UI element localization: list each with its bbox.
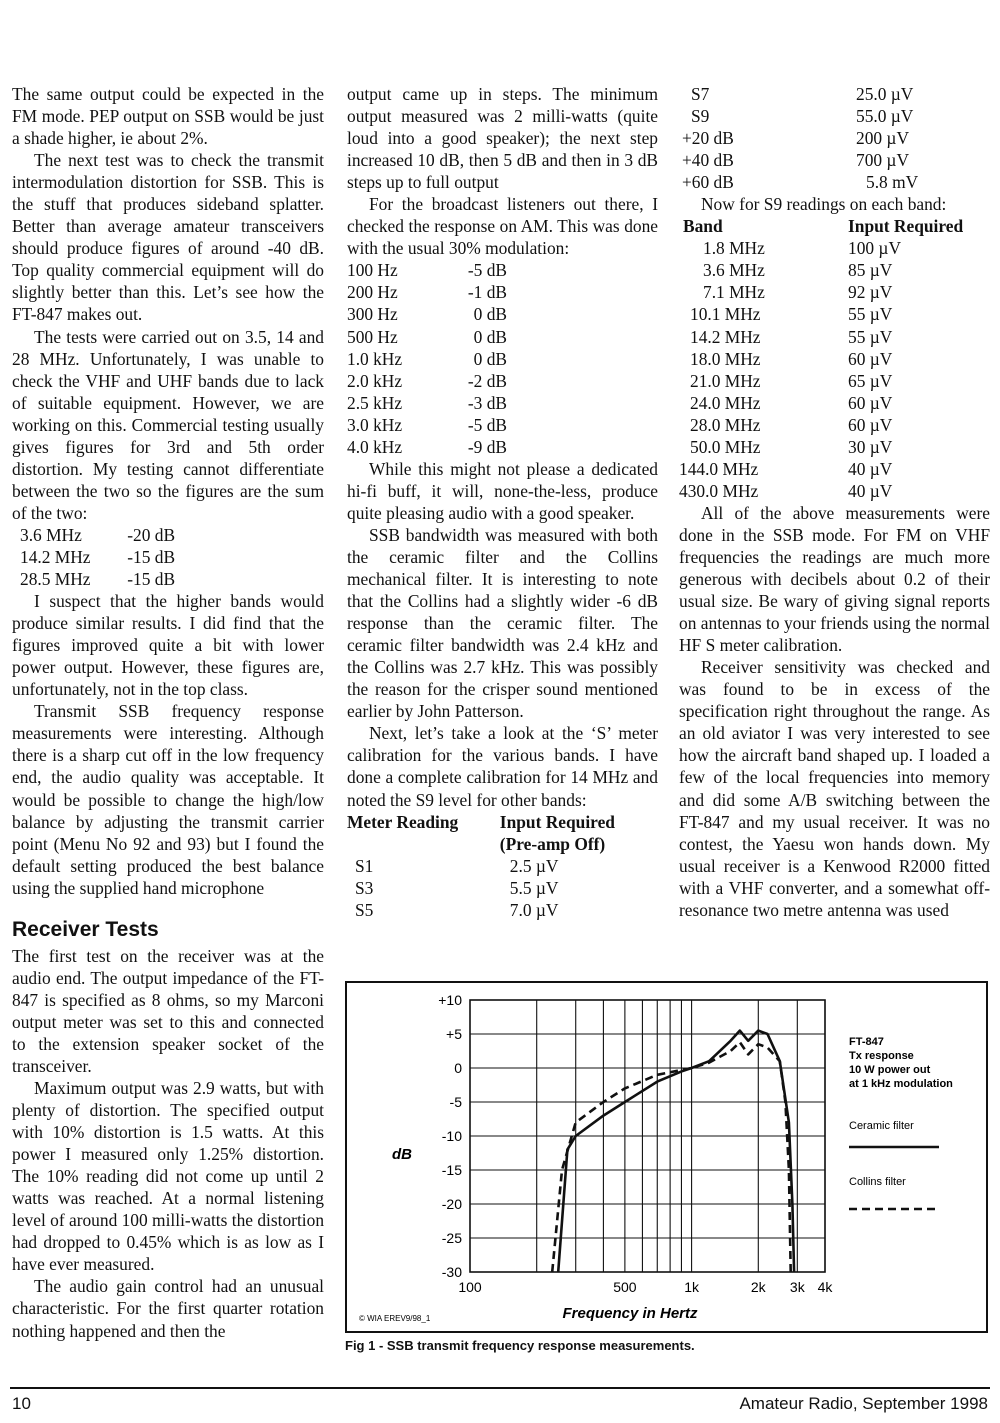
table-cell: 430.0 MHz — [679, 480, 759, 501]
table-row — [679, 303, 990, 325]
table-cell: -15 dB — [127, 569, 176, 590]
table-row — [679, 127, 990, 149]
s-meter-table — [347, 811, 658, 921]
table-cell: 60 µV — [848, 414, 893, 435]
figure-caption: Fig 1 - SSB transmit frequency response measurements. — [345, 1338, 695, 1353]
column-1 — [12, 83, 324, 1342]
table-cell: 100 µV — [848, 238, 902, 259]
table-cell: 2.5 kHz — [347, 392, 403, 413]
column-2 — [347, 83, 658, 921]
table-cell: 40 µV — [848, 480, 893, 501]
y-tick-label: 0 — [454, 1060, 462, 1076]
table-row — [679, 171, 990, 193]
x-tick-label: 3k — [789, 1279, 805, 1295]
legend-title-line: FT-847 — [849, 1036, 884, 1048]
paragraph: The audio gain control had an unusual characteristic. For the first quarter rotation nothing happened and then the — [12, 1276, 324, 1341]
table-cell: 60 µV — [848, 348, 893, 369]
paragraph: output came up in steps. The minimum output measured was 2 milli-watts (quite loud into a good speaker); the next step increased 10 dB, then 5 dB and then in 3 dB steps up to full output — [347, 84, 658, 193]
legend-entry-collins: Collins filter — [849, 1176, 906, 1188]
table-row — [347, 392, 507, 414]
table-row — [679, 370, 990, 392]
figure-frame — [345, 981, 988, 1333]
table-row — [20, 546, 200, 568]
table-row — [347, 348, 507, 370]
table-cell: 40 µV — [848, 458, 893, 479]
table-cell: 200 µV — [856, 128, 910, 149]
table-cell: 14.2 MHz — [690, 326, 761, 347]
table-row — [679, 480, 990, 502]
footer-rule — [10, 1387, 990, 1389]
table-cell: -3 dB — [467, 392, 507, 413]
frequency-response-chart — [347, 983, 986, 1331]
page-number: 10 — [12, 1394, 31, 1413]
table-row — [20, 524, 200, 546]
table-row — [679, 281, 990, 303]
table-row — [679, 326, 990, 348]
column-3 — [679, 83, 990, 921]
paragraph: The first test on the receiver was at the audio end. The output impedance of the FT-847 is specified as 8 ohms, so my Marconi output meter was set to this and connected to the extension speaker socket of the transceiver. — [12, 945, 324, 1076]
table-cell: 3.6 MHz — [20, 524, 82, 545]
table-cell: 24.0 MHz — [690, 392, 761, 413]
table-cell: +20 dB — [682, 128, 734, 149]
paragraph: I suspect that the higher bands would produce similar results. I did find that the figures improved quite a bit with lower power output. However, these figures are, unfortunately, not in the top class. — [12, 591, 324, 700]
paragraph: Next, let’s take a look at the ‘S’ meter calibration for the various bands. I have done a complete calibration for 14 MHz and noted the S9 level for other bands: — [347, 723, 658, 810]
table-cell: 2.0 kHz — [347, 370, 403, 391]
table-cell: S9 — [691, 106, 710, 127]
x-axis-ticks — [458, 1279, 833, 1295]
table-cell: 14.2 MHz — [20, 546, 91, 567]
table-row — [679, 414, 990, 436]
section-heading: Receiver Tests — [12, 917, 159, 941]
table-cell: -5 dB — [467, 260, 507, 281]
table-row — [347, 281, 507, 303]
legend-title-line: Tx response — [849, 1050, 914, 1062]
y-tick-label: +5 — [446, 1026, 462, 1042]
table-cell: 28.5 MHz — [20, 569, 91, 590]
table-cell: 7.0 µV — [509, 899, 559, 920]
table-row — [679, 392, 990, 414]
paragraph: SSB bandwidth was measured with both the ceramic filter and the Collins mechanical filter. It is interesting to note that the Collins had a slightly wider -6 dB response than the ceramic filter. The ceramic filter bandwidth was 2.4 kHz and the Collins was 2.7 kHz. This was possibly the reason for the crisper sound mentioned earlier by John Patterson. — [347, 524, 658, 722]
table-cell: 2.5 µV — [509, 855, 559, 876]
s-meter-table-continued — [679, 83, 990, 193]
table-cell: 1.8 MHz — [703, 238, 765, 259]
publication-footer: Amateur Radio, September 1998 — [739, 1394, 988, 1413]
y-tick-label: -5 — [449, 1094, 462, 1110]
legend-title-line: 10 W power out — [849, 1064, 931, 1076]
band-sensitivity-table — [679, 215, 990, 502]
table-cell: -15 dB — [127, 546, 176, 567]
table-cell: 55.0 µV — [856, 106, 914, 127]
table-cell: 200 Hz — [347, 282, 398, 303]
table-cell: -9 dB — [467, 436, 507, 457]
table-row — [347, 414, 507, 436]
table-cell: 3.0 kHz — [347, 414, 403, 435]
x-tick-label: 4k — [817, 1279, 833, 1295]
table-row — [679, 237, 990, 259]
paragraph: The next test was to check the transmit intermodulation distortion for SSB. This is the stuff that produces sideband splatter. Better than average amateur transceivers should produce figures of around -40 dB. Top quality commercial equipment will do slightly better than this. Let’s see how the FT-847 makes out. — [12, 150, 324, 325]
table-row — [347, 370, 507, 392]
y-tick-label: -10 — [441, 1128, 462, 1144]
table-cell: 0 dB — [473, 304, 507, 325]
table-cell: +60 dB — [682, 172, 734, 193]
table-row — [679, 348, 990, 370]
table-row — [20, 568, 200, 590]
table-cell: 55 µV — [848, 304, 893, 325]
table-row — [347, 877, 658, 899]
table-header-row — [679, 215, 990, 237]
table-row — [347, 855, 658, 877]
table-row — [347, 303, 507, 325]
paragraph: The same output could be expected in the FM mode. PEP output on SSB would be just a shade higher, ie about 2%. — [12, 84, 324, 149]
column-header: (Pre-amp Off) — [499, 833, 606, 854]
table-cell: 92 µV — [848, 282, 893, 303]
column-header: Band — [683, 216, 723, 237]
y-axis-label: dB — [392, 1146, 412, 1163]
table-cell: 28.0 MHz — [690, 414, 761, 435]
x-axis-label: Frequency in Hertz — [562, 1305, 698, 1322]
y-axis-ticks — [438, 992, 462, 1280]
table-row — [679, 149, 990, 171]
table-header-row — [347, 811, 658, 833]
x-tick-label: 100 — [458, 1279, 482, 1295]
table-row — [347, 899, 658, 921]
table-cell: 50.0 MHz — [690, 436, 761, 457]
table-cell: S3 — [355, 877, 374, 898]
paragraph: The tests were carried out on 3.5, 14 and 28 MHz. Unfortunately, I was unable to check the VHF and UHF bands due to lack of suitable equipment. However, we are working on this. Commercial testing usually gives figures for 3rd and 5th order distortion. My testing cannot differentiate between the two so the figures are the sum of the two: — [12, 326, 324, 523]
table-cell: 5.8 mV — [866, 172, 919, 193]
table-cell: 5.5 µV — [509, 877, 559, 898]
table-cell: +40 dB — [682, 150, 734, 171]
table-row — [347, 259, 507, 281]
table-cell: -2 dB — [467, 370, 507, 391]
table-cell: 500 Hz — [347, 326, 398, 347]
table-cell: 4.0 kHz — [347, 436, 403, 457]
x-tick-label: 2k — [750, 1279, 766, 1295]
table-row — [679, 436, 990, 458]
y-tick-label: -30 — [441, 1264, 462, 1280]
column-header: Meter Reading — [347, 811, 459, 832]
table-row — [679, 458, 990, 480]
am-response-table — [347, 259, 507, 457]
x-tick-label: 1k — [684, 1279, 699, 1295]
table-row — [679, 83, 990, 105]
copyright-watermark: © WIA EREV9/98_1 — [359, 1314, 431, 1323]
paragraph: Maximum output was 2.9 watts, but with plenty of distortion. The specified output with 10% distortion is 1.5 watts. At this power I measured only 1.25% distortion. The 10% reading did not come up until 2 watts was reached. At a normal listening level of around 100 milli-watts the distortion had dropped to 0.45% which is as low as I have ever measured. — [12, 1078, 325, 1275]
table-cell: S7 — [691, 84, 710, 104]
paragraph: While this might not please a dedicated hi-fi buff, it will, none-the-less, produce quite pleasing audio with a good speaker. — [347, 458, 658, 523]
table-cell: 85 µV — [848, 260, 893, 281]
y-tick-label: -25 — [441, 1230, 462, 1246]
table-cell: -5 dB — [467, 414, 507, 435]
paragraph: Now for S9 readings on each band: — [701, 194, 947, 215]
table-cell: 55 µV — [848, 326, 893, 347]
paragraph: For the broadcast listeners out there, I checked the response on AM. This was done with the usual 30% modulation: — [347, 194, 658, 259]
table-cell: 7.1 MHz — [703, 282, 765, 303]
table-cell: S1 — [355, 855, 374, 876]
column-header: Input Required — [848, 216, 964, 237]
table-row — [347, 436, 507, 458]
table-cell: 100 Hz — [347, 260, 398, 281]
table-cell: 0 dB — [473, 348, 507, 369]
table-cell: 0 dB — [473, 326, 507, 347]
imd-table — [20, 524, 200, 590]
y-tick-label: -15 — [441, 1162, 462, 1178]
table-cell: 10.1 MHz — [690, 304, 761, 325]
y-tick-label: +10 — [438, 992, 462, 1008]
paragraph: Transmit SSB frequency response measurements were interesting. Although there is a sharp cut off in the low frequency end, the audio quality was acceptable. It would be possible to change the high/low balance by adjusting the transmit carrier point (Menu No 92 and 93) but I found the default setting produced the best balance using the supplied hand microphone — [12, 701, 324, 898]
table-cell: S5 — [355, 899, 374, 920]
y-tick-label: -20 — [441, 1196, 462, 1212]
table-cell: 65 µV — [848, 370, 893, 391]
table-cell: 18.0 MHz — [690, 348, 761, 369]
table-cell: 30 µV — [848, 436, 893, 457]
legend-title-line: at 1 kHz modulation — [849, 1078, 953, 1090]
table-cell: 21.0 MHz — [690, 370, 761, 391]
table-cell: -1 dB — [467, 282, 507, 303]
table-cell: -20 dB — [127, 524, 176, 545]
x-tick-label: 500 — [613, 1279, 637, 1295]
table-cell: 144.0 MHz — [679, 458, 759, 479]
table-cell: 3.6 MHz — [703, 260, 765, 281]
table-cell: 60 µV — [848, 392, 893, 413]
legend-entry-ceramic: Ceramic filter — [849, 1120, 914, 1132]
paragraph: All of the above measurements were done in the SSB mode. For FM on VHF frequencies the readings are much more generous with decibels about 0.2 of their usual size. Be wary of giving signal reports on antennas to your friends using the normal HF S meter calibration. — [679, 502, 990, 656]
table-row — [679, 105, 990, 127]
table-row — [347, 326, 507, 348]
table-row — [679, 259, 990, 281]
paragraph: Receiver sensitivity was checked and was found to be in excess of the specification right throughout the range. As an old aviator I was very interested to see how the aircraft band shaped up. I loaded a few of the local frequencies into memory and did some A/B switching between the FT-847 and my usual receiver. It was no contest, the Yaesu won hands down. My usual receiver is a Kenwood R2000 fitted with a VHF converter, and a somewhat off-resonance two metre antenna was used — [679, 657, 990, 920]
table-cell: 700 µV — [856, 150, 910, 171]
chart-legend — [849, 1036, 953, 1209]
table-cell: 300 Hz — [347, 304, 398, 325]
table-header-row — [347, 833, 658, 855]
column-header: Input Required — [499, 811, 615, 832]
table-cell: 1.0 kHz — [347, 348, 403, 369]
table-cell: 25.0 µV — [856, 84, 914, 104]
